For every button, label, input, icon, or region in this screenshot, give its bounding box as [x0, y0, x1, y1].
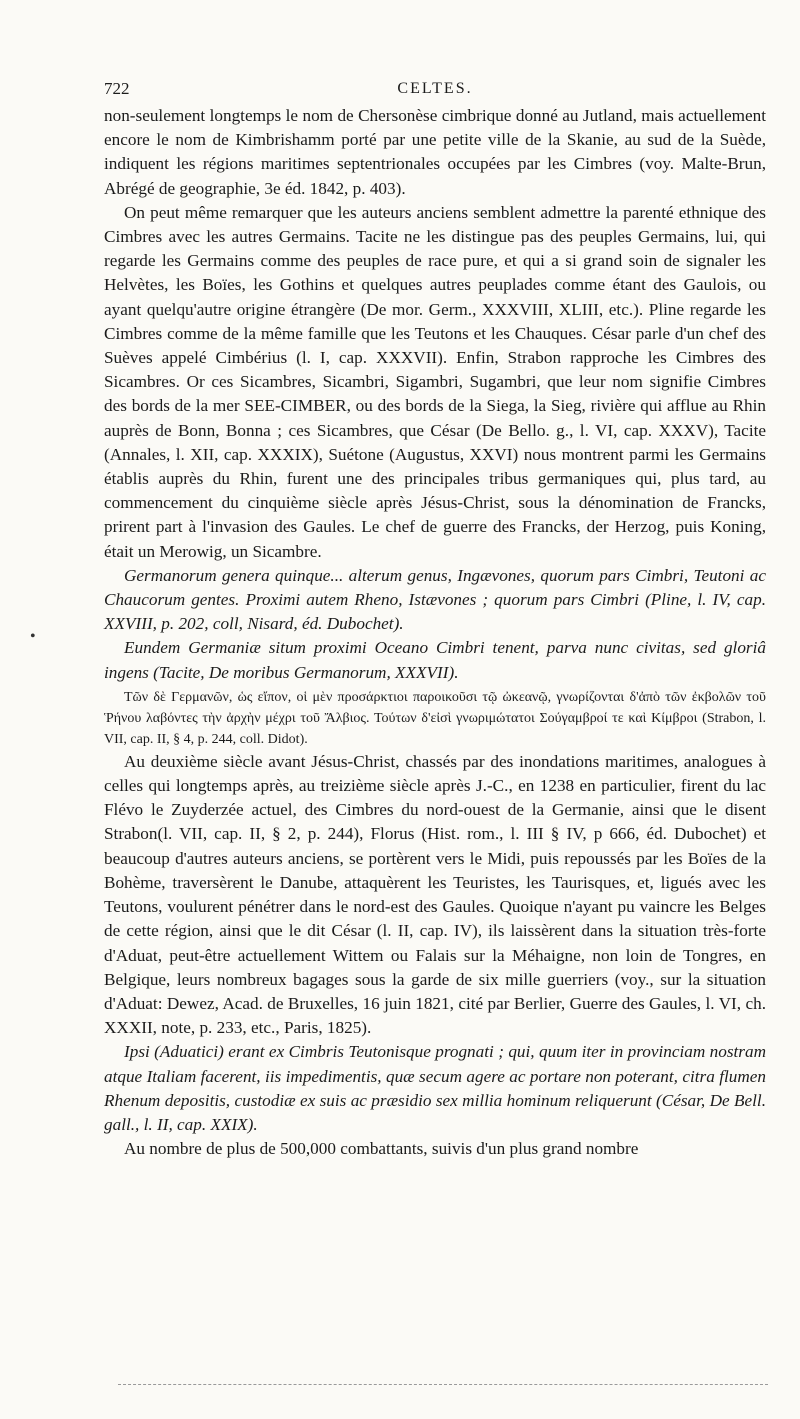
- bottom-dashed-rule: [118, 1384, 768, 1385]
- margin-bullet-mark: •: [30, 628, 36, 645]
- greek-quote-strabon: Τῶν δὲ Γερμανῶν, ὡς εἴπον, οἱ μὲν προσάρκτιοι παροικοῦσι τῷ ὠκεανῷ, γνωρίζονται δ'ἀπὸ τῶν ἐκβολῶν τοῦ Ῥήνου λαβόντες τὴν ἀρχὴν μέχρι τοῦ Ἄλβιος. Τούτων δ'εἰσὶ γνωριμώτατοι Σούγαμβροί τε καὶ Κίμβροι (Strabon, l. VII, cap. II, § 4, p. 244, coll. Didot).: [104, 689, 766, 747]
- paragraph-continuation: non-seulement longtemps le nom de Chersonèse cimbrique donné au Jutland, mais actuellement encore le nom de Kimbrishamm porté par une petite ville de la Skanie, au sud de la Suède, indiquent les régions maritimes septentrionales occupées par les Cimbres (voy. Malte-Brun, Abrégé de geographie, 3e éd. 1842, p. 403).: [104, 106, 766, 198]
- book-page: [104, 74, 766, 1161]
- paragraph-deuxieme-siecle: Au deuxième siècle avant Jésus-Christ, chassés par des inondations maritimes, analogues à celles qui longtemps après, au treizième siècle après J.-C., en 1238 en particulier, firent du lac Flévo le Zuyderzée actuel, des Cimbres du nord-ouest de la Germanie, ainsi que le disent Strabon(l. VII, cap. II, § 2, p. 244), Florus (Hist. rom., l. III § IV, p 666, éd. Dubochet) et beaucoup d'autres auteurs anciens, se portèrent vers le Midi, puis repoussés par les Boïes de la Bohème, traversèrent le Danube, attaquèrent les Teuristes, les Taurisques, et, ligués avec les Teutons, voulurent pénétrer dans le nord-est des Gaules. Quoique n'ayant pu vaincre les Belges de cette région, ainsi que le dit César (l. II, cap. IV), ils laissèrent dans la situation très-forte d'Aduat, peut-être actuellement Wittem ou Falais sur la Méhaigne, non loin de Tongres, en Belgique, leurs nombreux bagages sous la garde de six mille guerriers (voy., sur la situation d'Aduat: Dewez, Acad. de Bruxelles, 16 juin 1821, cité par Berlier, Guerre des Gaules, l. VI, ch. XXXII, note, p. 233, etc., Paris, 1825).: [104, 751, 766, 1038]
- latin-quote-tacite: Eundem Germaniæ situm proximi Oceano Cimbri tenent, parva nunc civitas, sed gloriâ ingens (Tacite, De moribus Germanorum, XXXVII).: [104, 638, 766, 682]
- running-title: CELTES.: [397, 80, 473, 97]
- body-text: [104, 104, 766, 1161]
- page-number: 722: [104, 79, 130, 98]
- paragraph-nombre-combattants: Au nombre de plus de 500,000 combattants, suivis d'un plus grand nombre: [124, 1139, 639, 1159]
- paragraph-cimbres-germains: On peut même remarquer que les auteurs anciens semblent admettre la parenté ethnique des Cimbres avec les autres Germains. Tacite ne les distingue pas des peuples Germains, lui, qui regarde les Germains comme des peuples de race pure, et qui a si grand soin de signaler les Helvètes, les Boïes, les Gothins et quelques autres peuplades comme étant des Gaulois, ou ayant quelqu'autre origine étrangère (De mor. Germ., XXXVIII, XLIII, etc.). Pline regarde les Cimbres comme de la même famille que les Teutons et les Chauques. César parle d'un chef des Suèves appelé Cimbérius (l. I, cap. XXXVII). Enfin, Strabon rapproche les Cimbres des Sicambres. Or ces Sicambres, Sicambri, Sigambri, Sugambri, que leur nom signifie Cimbres des bords de la mer SEE-CIMBER, ou des bords de la Siega, la Sieg, rivière qui afflue au Rhin auprès de Bonn, Bonna ; ces Sicambres, que César (De Bello. g., l. VI, cap. XXXV), Tacite (Annales, l. XII, cap. XXXIX), Suétone (Augustus, XXVI) nous montrent parmi les Germains établis auprès du Rhin, furent une des principales tribus germaniques qui, plus tard, au commencement du cinquième siècle après Jésus-Christ, sous la dénomination de Francks, prirent part à l'invasion des Gaules. Le chef de guerre des Francks, der Herzog, puis Koning, était un Merowig, un Sicambre.: [104, 202, 766, 561]
- latin-quote-pline: Germanorum genera quinque... alterum genus, Ingævones, quorum pars Cimbri, Teutoni ac Chaucorum gentes. Proximi autem Rheno, Istævones ; quorum pars Cimbri (Pline, l. IV, cap. XXVIII, p. 202, coll, Nisard, éd. Dubochet).: [104, 565, 766, 634]
- running-header: [104, 74, 766, 104]
- latin-quote-cesar: Ipsi (Aduatici) erant ex Cimbris Teutonisque prognati ; qui, quum iter in provinciam nostram atque Italiam facerent, iis impedimentis, quæ secum agere ac portare non poterant, citra flumen Rhenum depositis, custodiæ ex suis ac præsidio sex millia hominum reliquerunt (César, De Bell. gall., l. II, cap. XXIX).: [104, 1042, 766, 1134]
